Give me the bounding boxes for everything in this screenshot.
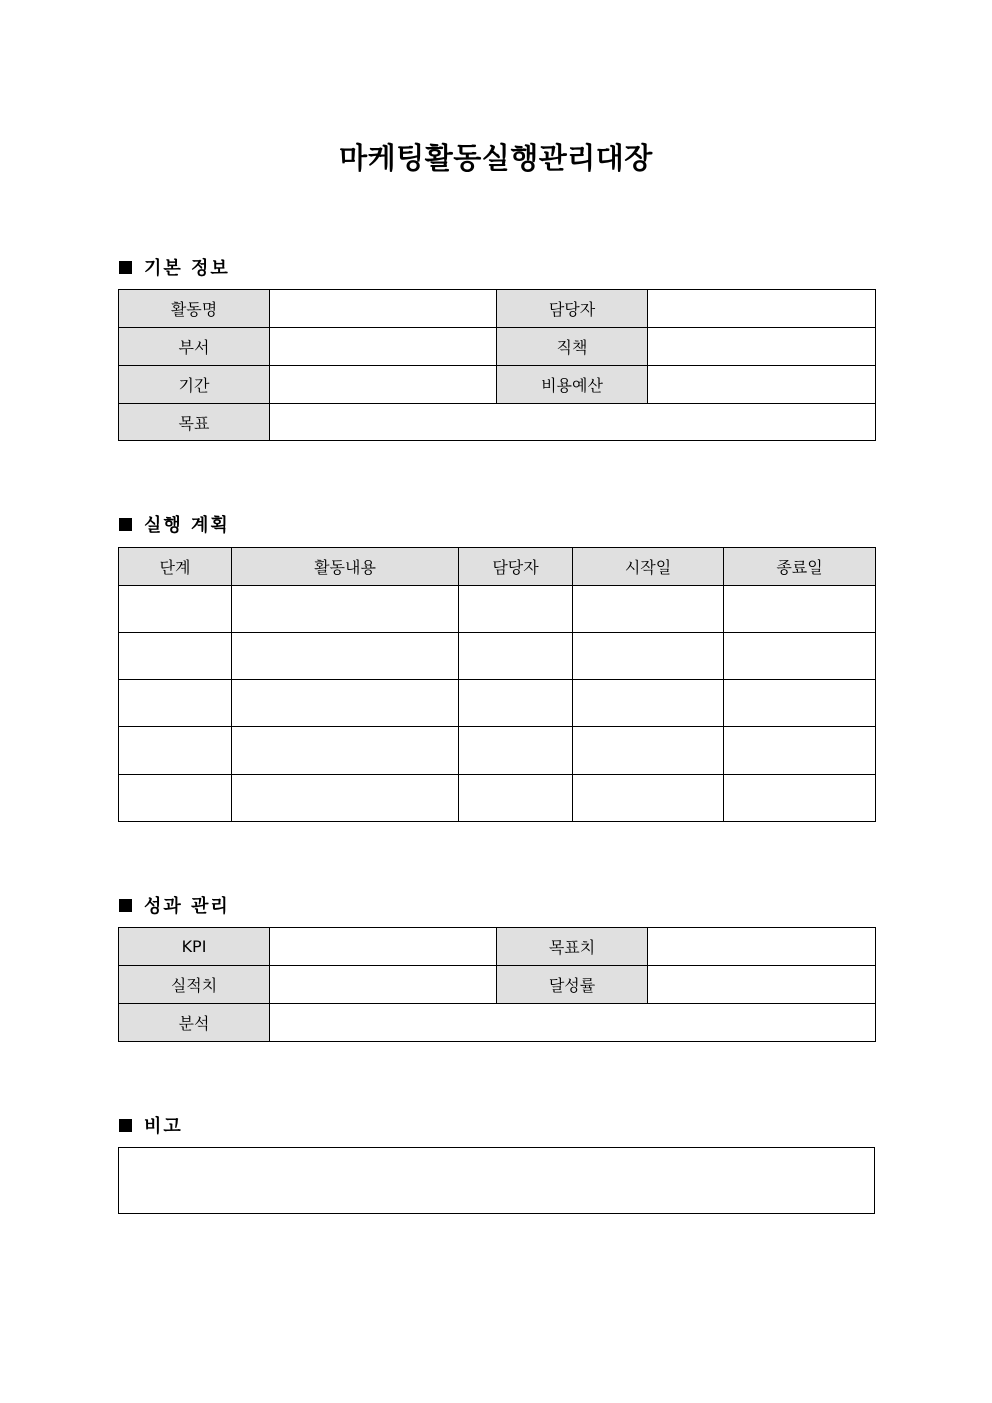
activity-cell[interactable] xyxy=(232,586,459,633)
table-row xyxy=(119,586,876,633)
label-actual: 실적치 xyxy=(119,966,270,1004)
section-heading-basic xyxy=(119,254,230,280)
activity-cell[interactable] xyxy=(232,680,459,727)
activity-cell[interactable] xyxy=(232,727,459,775)
start-date-cell[interactable] xyxy=(573,586,724,633)
section-heading-note xyxy=(119,1112,183,1138)
manager-field[interactable] xyxy=(648,290,876,328)
section-label: 비고 xyxy=(144,1116,183,1137)
header-end-date: 종료일 xyxy=(724,548,876,586)
page-title: 마케팅활동실행관리대장 xyxy=(339,141,653,175)
section-label: 기본 정보 xyxy=(144,258,230,279)
manager-cell[interactable] xyxy=(459,775,573,822)
end-date-cell[interactable] xyxy=(724,586,876,633)
label-target: 목표치 xyxy=(497,928,648,966)
section-heading-plan xyxy=(119,511,230,537)
budget-field[interactable] xyxy=(648,366,876,404)
position-field[interactable] xyxy=(648,328,876,366)
end-date-cell[interactable] xyxy=(724,680,876,727)
section-label: 성과 관리 xyxy=(144,896,230,917)
activity-name-field[interactable] xyxy=(270,290,497,328)
square-bullet-icon xyxy=(119,1119,132,1132)
start-date-cell[interactable] xyxy=(573,727,724,775)
note-field[interactable] xyxy=(119,1148,875,1214)
label-budget: 비용예산 xyxy=(497,366,648,404)
note-table xyxy=(118,1147,875,1214)
stage-cell[interactable] xyxy=(119,633,232,680)
label-goal: 목표 xyxy=(119,404,270,441)
start-date-cell[interactable] xyxy=(573,633,724,680)
stage-cell[interactable] xyxy=(119,775,232,822)
label-position: 직책 xyxy=(497,328,648,366)
header-start-date: 시작일 xyxy=(573,548,724,586)
stage-cell[interactable] xyxy=(119,586,232,633)
period-field[interactable] xyxy=(270,366,497,404)
end-date-cell[interactable] xyxy=(724,633,876,680)
table-row xyxy=(119,775,876,822)
stage-cell[interactable] xyxy=(119,727,232,775)
end-date-cell[interactable] xyxy=(724,775,876,822)
stage-cell[interactable] xyxy=(119,680,232,727)
activity-cell[interactable] xyxy=(232,775,459,822)
manager-cell[interactable] xyxy=(459,680,573,727)
label-period: 기간 xyxy=(119,366,270,404)
achievement-field[interactable] xyxy=(648,966,876,1004)
label-achievement: 달성률 xyxy=(497,966,648,1004)
target-field[interactable] xyxy=(648,928,876,966)
department-field[interactable] xyxy=(270,328,497,366)
table-row xyxy=(119,727,876,775)
header-manager: 담당자 xyxy=(459,548,573,586)
actual-field[interactable] xyxy=(270,966,497,1004)
section-heading-performance xyxy=(119,892,230,918)
label-department: 부서 xyxy=(119,328,270,366)
label-manager: 담당자 xyxy=(497,290,648,328)
activity-cell[interactable] xyxy=(232,633,459,680)
analysis-field[interactable] xyxy=(270,1004,876,1042)
performance-table xyxy=(118,927,876,1042)
start-date-cell[interactable] xyxy=(573,775,724,822)
header-stage: 단계 xyxy=(119,548,232,586)
basic-info-table xyxy=(118,289,876,441)
manager-cell[interactable] xyxy=(459,727,573,775)
label-kpi: KPI xyxy=(119,928,270,966)
square-bullet-icon xyxy=(119,899,132,912)
section-label: 실행 계획 xyxy=(144,515,230,536)
start-date-cell[interactable] xyxy=(573,680,724,727)
end-date-cell[interactable] xyxy=(724,727,876,775)
table-row xyxy=(119,680,876,727)
label-activity-name: 활동명 xyxy=(119,290,270,328)
execution-plan-table xyxy=(118,547,876,822)
header-activity: 활동내용 xyxy=(232,548,459,586)
label-analysis: 분석 xyxy=(119,1004,270,1042)
manager-cell[interactable] xyxy=(459,586,573,633)
goal-field[interactable] xyxy=(270,404,876,441)
manager-cell[interactable] xyxy=(459,633,573,680)
square-bullet-icon xyxy=(119,518,132,531)
kpi-field[interactable] xyxy=(270,928,497,966)
square-bullet-icon xyxy=(119,261,132,274)
table-row xyxy=(119,633,876,680)
